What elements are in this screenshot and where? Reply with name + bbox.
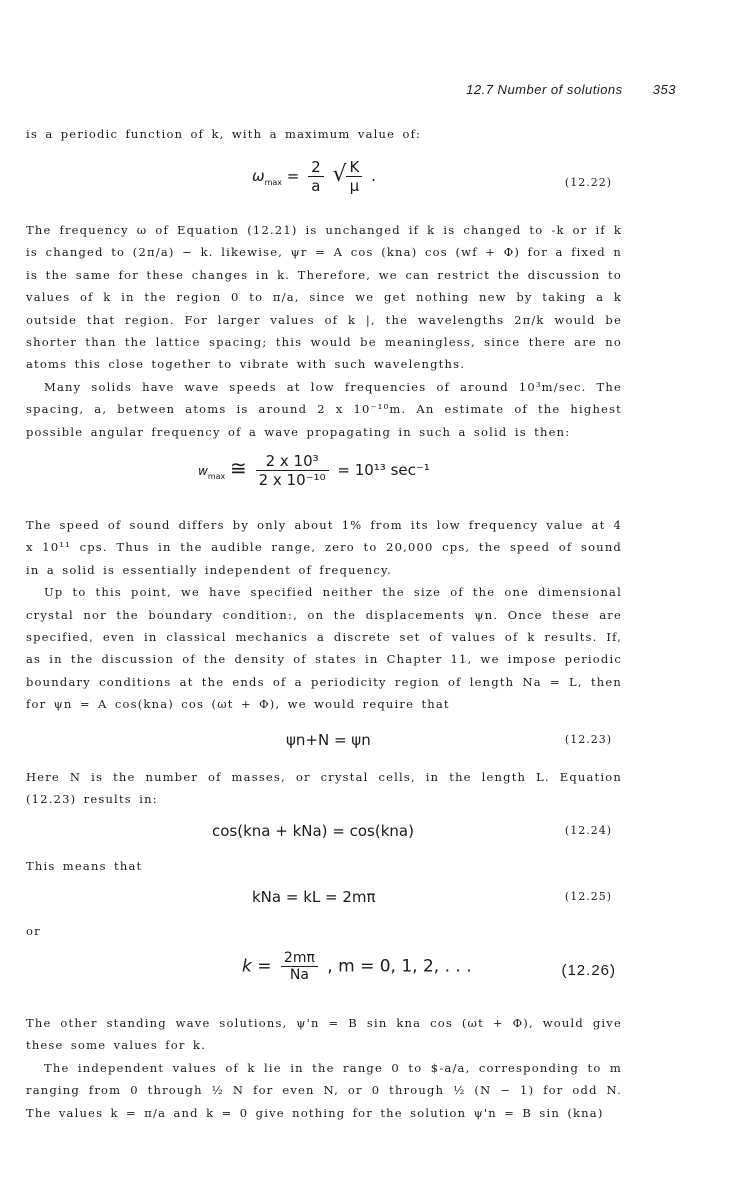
paragraph-means [26, 855, 622, 877]
eq-denominator: Na [289, 967, 309, 983]
paragraph-text: The frequency ω of Equation (12.21) is unchanged if k is changed to -k or if k is changed to (2π/a) − k. likewise, ψr = A cos (kna) cos (wf + Φ) for a fixed n is the same for these changes in k. Therefore, we can restrict the discussion to values of k in the region 0 to π/a, since we get nothing new by taking a k outside that region. For larger values of k |, the wavelengths 2π/k would be shorter than the lattice spacing; this would be meaningless, since there are no atoms this close together to vibrate with such wavelengths. [26, 223, 622, 372]
paragraph-periodicity [26, 219, 622, 443]
eq-fraction [308, 158, 324, 195]
paragraph-text: Here N is the number of masses, or crystal cells, in the length L. Equation (12.23) results in: [26, 770, 622, 807]
eq-lhs: k = [242, 956, 272, 977]
eq-radicand-num: K [346, 158, 362, 177]
eq-lhs-sub: max [264, 178, 282, 187]
eq-relation: ≅ [230, 456, 247, 480]
section-title: 12.7 Number of solutions [466, 82, 623, 97]
paragraph-sound [26, 514, 622, 716]
eq-numerator: 2 [308, 158, 324, 177]
running-header [466, 82, 676, 97]
sqrt-icon: √ [332, 162, 347, 187]
eq-lhs: ω [252, 167, 265, 185]
paragraph-text: or [26, 924, 41, 938]
equation-number: (12.23) [564, 733, 612, 746]
eq-denominator: a [311, 177, 321, 195]
equation-12-22 [26, 158, 622, 198]
eq-fraction [256, 452, 329, 489]
equation-expression [242, 950, 472, 983]
equation-expression: $\omega_{max}$ = $\frac{2}{a}$ √ $\frac{K}{\mu}$ . [252, 158, 376, 195]
equation-expression [198, 452, 430, 489]
eq-result: = 10¹³ sec⁻¹ [337, 461, 430, 479]
paragraph-text: Many solids have wave speeds at low frequencies of around 10³m/sec. The spacing, a, between atoms is around 2 x 10⁻¹⁰m. An estimate of the highest possible angular frequency of a wave propagating in such a solid is then: [26, 379, 622, 439]
equation-number: (12.24) [564, 824, 612, 837]
eq-numerator: 2mπ [281, 950, 318, 967]
equation-expression: cos(kna + kNa) = cos(kna) [212, 822, 414, 840]
equation-number: (12.22) [564, 176, 612, 189]
eq-numerator: 2 x 10³ [256, 452, 329, 471]
eq-denominator: 2 x 10⁻¹⁰ [258, 471, 326, 489]
eq-lhs: w [198, 464, 208, 478]
page-number: 353 [652, 82, 676, 97]
equation-expression: ψn+N = ψn [286, 731, 371, 749]
eq-lhs-sub: max [207, 472, 226, 481]
paragraph-text: The other standing wave solutions, ψ'n = B sin kna cos (ωt + Φ), would give these some values for k. [26, 1016, 622, 1053]
eq-fraction [281, 950, 318, 983]
paragraph-text: is a periodic function of k, with a maximum value of: [26, 127, 422, 141]
paragraph-intro [26, 123, 622, 145]
equation-expression: kNa = kL = 2mπ [252, 888, 376, 906]
equation-12-26 [26, 950, 622, 990]
paragraph-text: This means that [26, 859, 143, 873]
paragraph-text: Up to this point, we have specified neither the size of the one dimensional crystal nor the boundary condition:, on the displacements ψn. Once these are specified, even in classical mechanics a discrete set of values of k results. If, as in the discussion of the density of states in Chapter 11, we impose periodic boundary conditions at the ends of a periodicity region of length Na = L, then for ψn = A cos(kna) cos (ωt + Φ), we would require that [26, 585, 622, 712]
equation-12-23 [26, 731, 622, 771]
paragraph-text: The independent values of k lie in the range 0 to $-a/a, corresponding to m ranging from 0 through ½ N for even N, or 0 through ½ (N − 1) for odd N. The values k = π/a and k = 0 give nothing for the solution ψ'n = B sin (kna) [26, 1060, 622, 1120]
equation-number: (12.25) [564, 890, 612, 903]
eq-radicand-den: μ [349, 177, 360, 195]
eq-rhs: , m = 0, 1, 2, . . . [327, 956, 472, 977]
paragraph-other-solutions [26, 1012, 622, 1124]
paragraph-or [26, 920, 622, 942]
eq-radicand [346, 158, 362, 195]
paragraph-text: The speed of sound differs by only about 1% from its low frequency value at 4 x 10¹¹ cps. Thus in the audible range, zero to 20,000 cps, the speed of sound in a solid is essentially independent of frequency. [26, 518, 622, 577]
equation-estimate [26, 452, 622, 492]
equation-number: (12.26) [561, 962, 616, 979]
paragraph-masses [26, 766, 622, 811]
